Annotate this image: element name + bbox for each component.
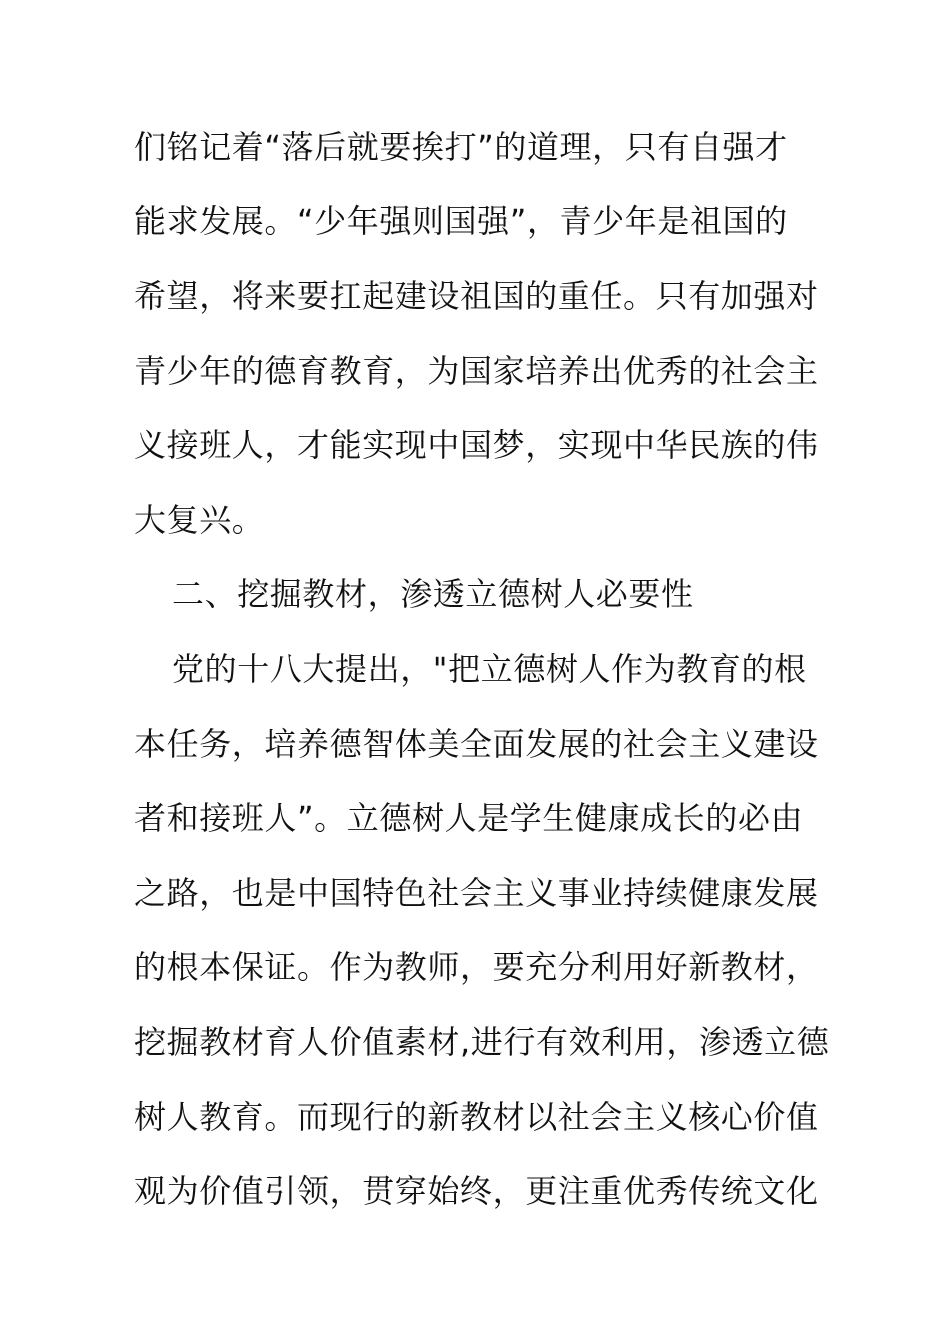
paragraph-line: 者和接班人”。立德树人是学生健康成长的必由 — [134, 799, 804, 837]
paragraph-line: 能求发展。“少年强则国强”，青少年是祖国的 — [134, 202, 788, 240]
paragraph-line: 树人教育。而现行的新教材以社会主义核心价值 — [134, 1098, 819, 1136]
paragraph-line: 们铭记着“落后就要挨打”的道理，只有自强才 — [134, 128, 788, 166]
paragraph-line: 青少年的德育教育，为国家培养出优秀的社会主 — [134, 352, 819, 390]
paragraph-line: 之路，也是中国特色社会主义事业持续健康发展 — [134, 874, 819, 912]
paragraph-line: 大复兴。 — [134, 501, 265, 539]
paragraph-line: 观为价值引领，贯穿始终，更注重优秀传统文化 — [134, 1172, 819, 1210]
paragraph-line: 本任务，培养德智体美全面发展的社会主义建设 — [134, 725, 819, 763]
paragraph-line: 党的十八大提出，"把立德树人作为教育的根 — [172, 650, 807, 688]
paragraph-line: 希望，将来要扛起建设祖国的重任。只有加强对 — [134, 277, 819, 315]
paragraph-line: 挖掘教材育人价值素材,进行有效利用，渗透立德 — [134, 1023, 830, 1061]
paragraph-line: 义接班人，才能实现中国梦，实现中华民族的伟 — [134, 426, 819, 464]
paragraph-line: 的根本保证。作为教师，要充分利用好新教材， — [134, 948, 819, 986]
section-heading: 二、挖掘教材，渗透立德树人必要性 — [172, 575, 694, 613]
